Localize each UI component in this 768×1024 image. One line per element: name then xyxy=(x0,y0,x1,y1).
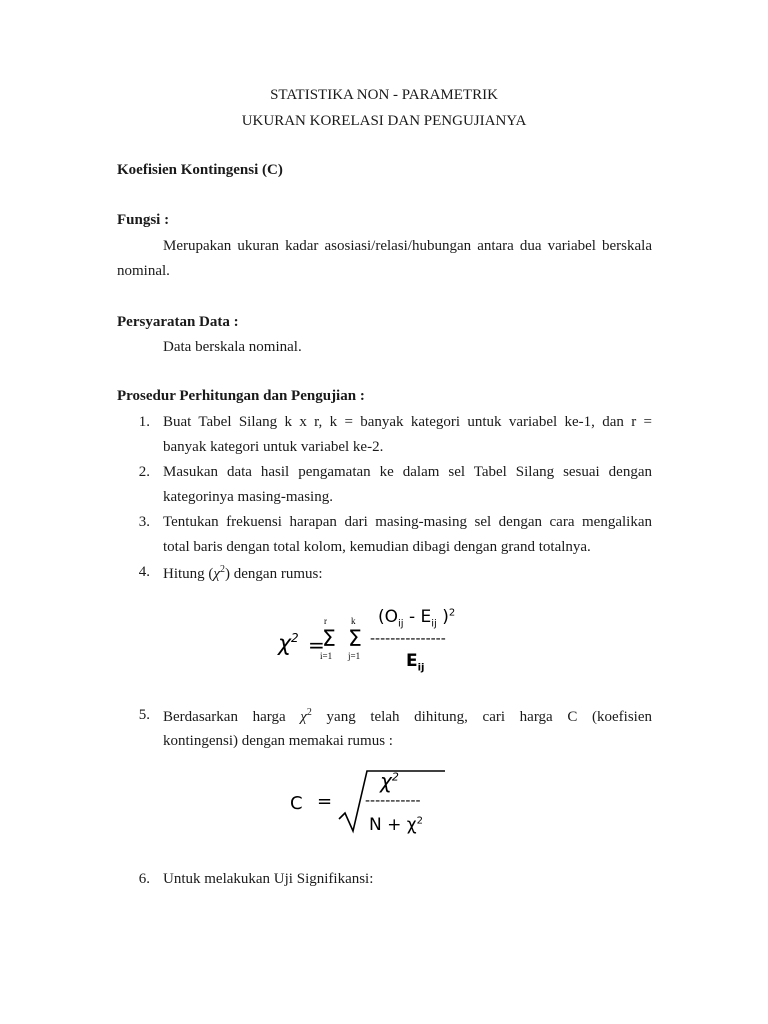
formula-equals: = xyxy=(308,633,325,657)
list-item-text: total baris dengan total kolom, kemudian dibagi dengan grand totalnya. xyxy=(163,539,591,555)
sum2-upper: k xyxy=(351,616,356,626)
list-item-text: Tentukan frekuensi harapan dari masing-masing sel dengan cara mengalikan xyxy=(163,514,652,530)
chi-symbol: χ xyxy=(300,709,307,725)
fungsi-text-line1: Merupakan ukuran kadar asosiasi/relasi/hubungan antara dua variabel berskala xyxy=(163,238,652,254)
list-item-number: 3. xyxy=(138,514,150,530)
section-title: Koefisien Kontingensi (C) xyxy=(117,162,283,178)
sum2-lower: j=1 xyxy=(348,651,361,661)
list-item-number: 1. xyxy=(138,414,150,430)
formula-numerator: ($O_{ij} - E_{ij}$ )$^2$ xyxy=(378,607,456,630)
document-subtitle: UKURAN KORELASI DAN PENGUJIANYA xyxy=(241,113,527,129)
list-item-text: Hitung $(\chi^2)$ dengan rumus: xyxy=(163,564,323,582)
prosedur-heading: Prosedur Perhitungan dan Pengujian : xyxy=(117,388,365,404)
sum1-lower: i=1 xyxy=(320,651,333,661)
sigma-icon: Σ xyxy=(322,627,336,652)
list-item-number: 6. xyxy=(138,871,150,887)
persyaratan-heading: Persyaratan Data : xyxy=(117,314,239,330)
formula-lhs: C xyxy=(290,793,303,814)
list-item-text: kontingensi) dengan memakai rumus : xyxy=(163,733,393,749)
chi-square-formula xyxy=(270,605,490,680)
persyaratan-text: Data berskala nominal. xyxy=(163,339,302,355)
formula-denominator: $N + \chi^2$ xyxy=(369,815,423,835)
sum1-upper: r xyxy=(324,616,327,626)
fraction-line: ----------- xyxy=(365,793,421,809)
list-item-number: 4. xyxy=(138,564,150,580)
list-item-text: Untuk melakukan Uji Signifikansi: xyxy=(163,871,374,887)
formula-denominator: $E_{ij}$ xyxy=(406,651,425,674)
formula-equals: = xyxy=(317,791,333,812)
list-item-number: 5. xyxy=(138,707,150,723)
chi-symbol: χ xyxy=(213,566,221,582)
formula-numerator: $\chi^2$ xyxy=(380,769,399,793)
list-item-text: Berdasarkan harga $\chi^2$ yang telah dihitung, cari harga C (koefisien xyxy=(163,707,652,725)
formula-lhs: $\chi^2$ xyxy=(278,631,299,657)
fraction-line: --------------- xyxy=(370,631,446,647)
list-item-number: 2. xyxy=(138,464,150,480)
sigma-icon: Σ xyxy=(348,627,362,652)
list-item-text: Buat Tabel Silang k x r, k = banyak kategori untuk variabel ke-1, dan r = xyxy=(163,414,652,430)
contingency-formula xyxy=(285,765,455,845)
document-title: STATISTIKA NON - PARAMETRIK xyxy=(270,87,498,103)
list-item-text: banyak kategori untuk variabel ke-2. xyxy=(163,439,384,455)
fungsi-heading: Fungsi : xyxy=(117,212,170,228)
fungsi-text-line2: nominal. xyxy=(117,263,170,279)
list-item-text: Masukan data hasil pengamatan ke dalam sel Tabel Silang sesuai dengan xyxy=(163,464,652,480)
list-item-text: kategorinya masing-masing. xyxy=(163,489,333,505)
